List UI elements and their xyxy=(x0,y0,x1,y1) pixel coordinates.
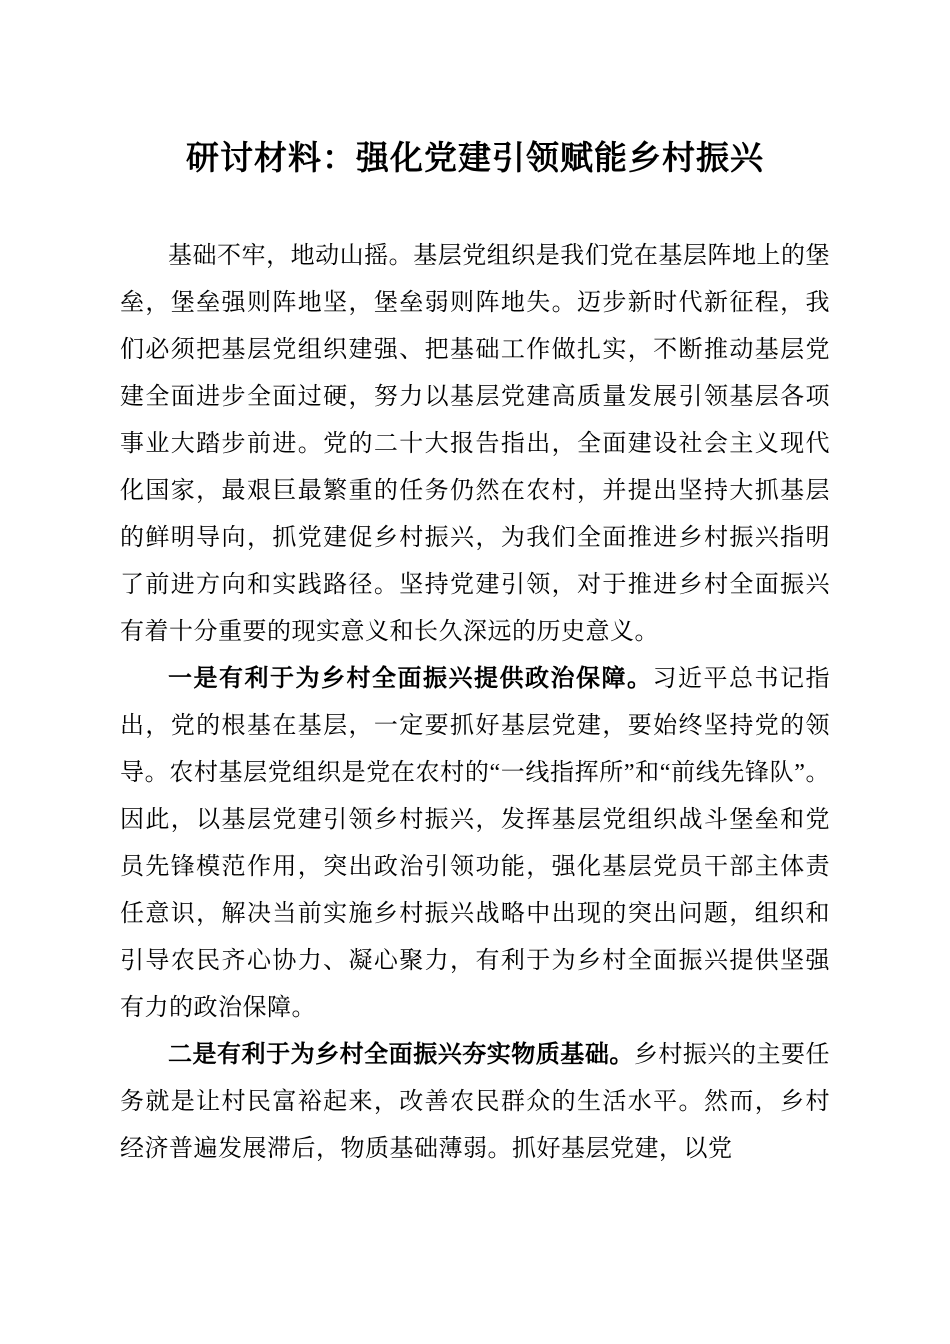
paragraph-3-text: 乡村振兴的主要任务就是让村民富裕起来，改善农民群众的生活水平。然而，乡村经济普遍发展滞后，物质基础薄弱。抓好基层党建，以党 xyxy=(120,1041,831,1162)
paragraph-1 xyxy=(120,233,830,656)
paragraph-1-text: 基础不牢，地动山摇。基层党组织是我们党在基层阵地上的堡垒，堡垒强则阵地坚，堡垒弱则阵地失。迈步新时代新征程，我们必须把基层党组织建强、把基础工作做扎实，不断推动基层党建全面进步全面过硬，努力以基层党建高质量发展引领基层各项事业大踏步前进。党的二十大报告指出，全面建设社会主义现代化国家，最艰巨最繁重的任务仍然在农村，并提出坚持大抓基层的鲜明导向，抓党建促乡村振兴，为我们全面推进乡村振兴指明了前进方向和实践路径。坚持党建引领，对于推进乡村全面振兴有着十分重要的现实意义和长久深远的历史意义。 xyxy=(120,242,830,645)
paragraph-2-text: 习近平总书记指出，党的根基在基层，一定要抓好基层党建，要始终坚持党的领导。农村基层党组织是党在农村的“一线指挥所”和“前线先锋队”。因此，以基层党建引领乡村振兴，发挥基层党组织战斗堡垒和党员先锋模范作用，突出政治引领功能，强化基层党员干部主体责任意识，解决当前实施乡村振兴战略中出现的突出问题，组织和引导农民齐心协力、凝心聚力，有利于为乡村全面振兴提供坚强有力的政治保障。 xyxy=(120,665,830,1021)
paragraph-3 xyxy=(120,1032,830,1173)
document-title: 研讨材料：强化党建引领赋能乡村振兴 xyxy=(186,141,764,177)
paragraph-2 xyxy=(120,656,830,1032)
paragraph-3-lead: 二是有利于为乡村全面振兴夯实物质基础。 xyxy=(168,1041,634,1068)
paragraph-2-lead: 一是有利于为乡村全面振兴提供政治保障。 xyxy=(168,665,653,692)
document-body xyxy=(120,233,830,1173)
